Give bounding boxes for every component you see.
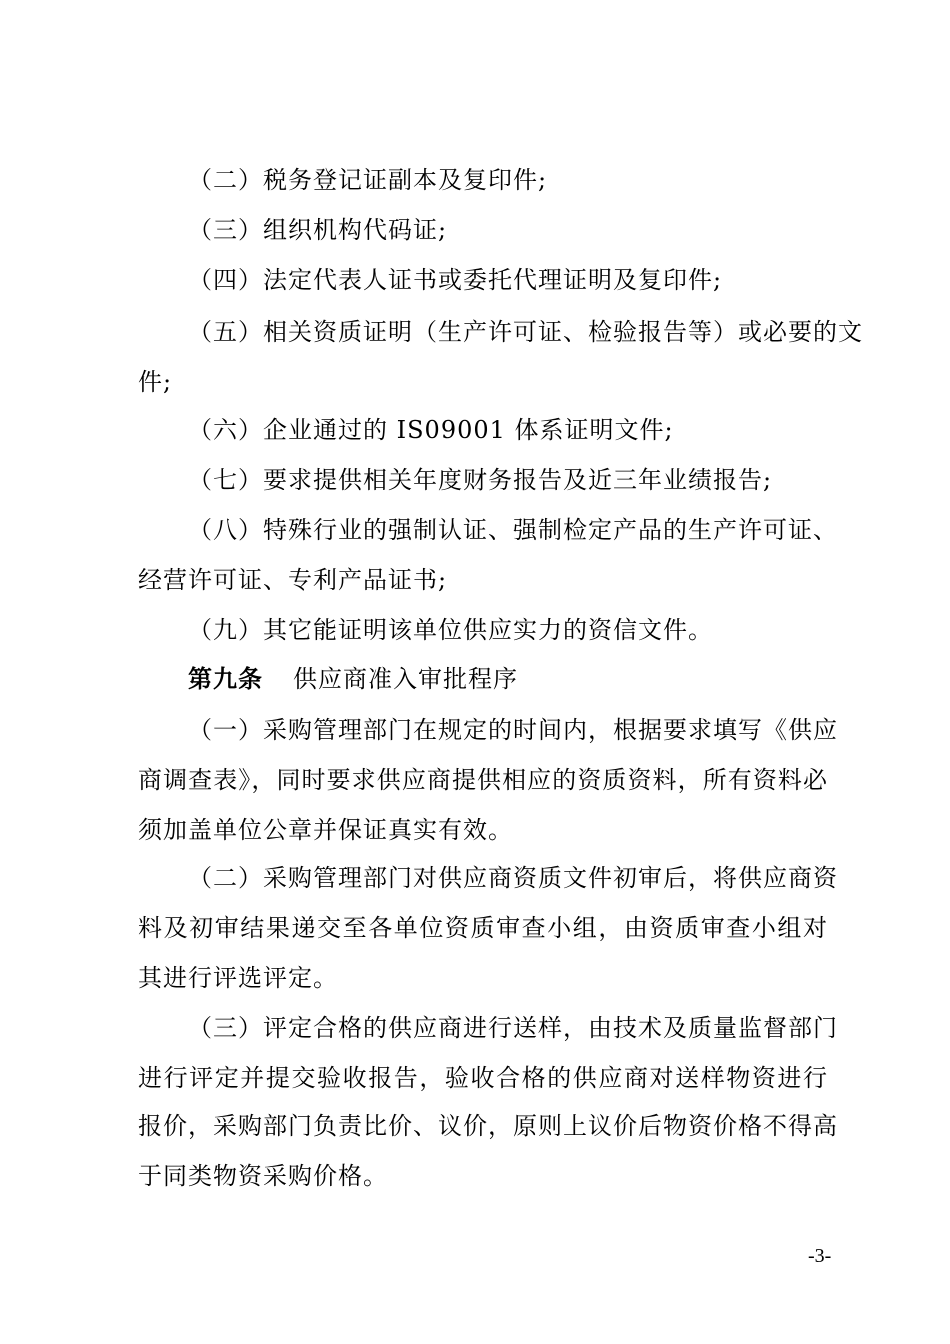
step-1-line-1: （一）采购管理部门在规定的时间内，根据要求填写《供应 (188, 716, 838, 744)
article-title: 供应商准入审批程序 (293, 665, 518, 693)
step-2-line-3: 其进行评选评定。 (138, 964, 338, 992)
page-number: -3- (808, 1245, 832, 1267)
list-item-3: （三）组织机构代码证; (188, 216, 448, 244)
article-number: 第九条 (188, 664, 263, 693)
list-item-2: （二）税务登记证副本及复印件; (188, 166, 548, 194)
step-3-line-1: （三）评定合格的供应商进行送样，由技术及质量监督部门 (188, 1014, 838, 1042)
step-3-line-4: 于同类物资采购价格。 (138, 1162, 388, 1190)
list-item-7: （七）要求提供相关年度财务报告及近三年业绩报告; (188, 466, 773, 494)
step-3-line-2: 进行评定并提交验收报告，验收合格的供应商对送样物资进行 (138, 1064, 828, 1092)
article-heading (188, 665, 828, 693)
step-2-line-2: 料及初审结果递交至各单位资质审查小组，由资质审查小组对 (138, 914, 828, 942)
step-3-line-3: 报价，采购部门负责比价、议价，原则上议价后物资价格不得高 (138, 1112, 838, 1140)
list-item-6: （六）企业通过的 IS09001 体系证明文件; (188, 416, 674, 444)
list-item-8-line-2: 经营许可证、专利产品证书; (138, 566, 448, 594)
list-item-4: （四）法定代表人证书或委托代理证明及复印件; (188, 266, 723, 294)
list-item-5-line-1: （五）相关资质证明（生产许可证、检验报告等）或必要的文 (188, 318, 863, 346)
step-1-line-3: 须加盖单位公章并保证真实有效。 (138, 816, 513, 844)
list-item-9: （九）其它能证明该单位供应实力的资信文件。 (188, 616, 713, 644)
step-1-line-2: 商调查表》，同时要求供应商提供相应的资质资料，所有资料必 (138, 766, 828, 794)
list-item-8-line-1: （八）特殊行业的强制认证、强制检定产品的生产许可证、 (188, 516, 838, 544)
step-2-line-1: （二）采购管理部门对供应商资质文件初审后，将供应商资 (188, 864, 838, 892)
list-item-5-line-2: 件; (138, 368, 173, 396)
